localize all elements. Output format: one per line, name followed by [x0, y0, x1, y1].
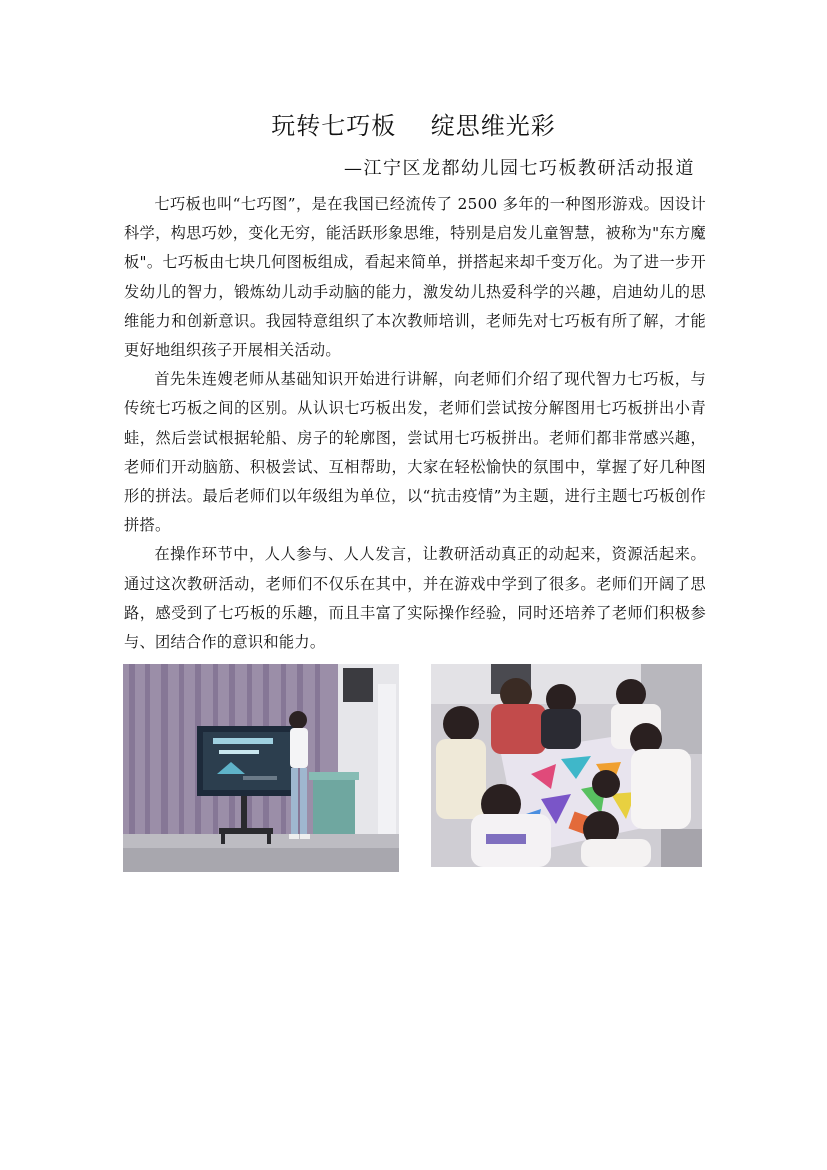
paragraph-1: 七巧板也叫“七巧图”，是在我国已经流传了 2500 多年的一种图形游戏。因设计科学，构思巧妙，变化无穷，能活跃形象思维，特别是启发儿童智慧，被称为"东方魔板"。七巧板由七块几何图板组成，看起来简单，拼搭起来却千变万化。为了进一步开发幼儿的智力，锻炼幼儿动手动脑的能力，激发幼儿热爱科学的兴趣，启迪幼儿的思维能力和创新意识。我园特意组织了本次教师培训，老师先对七巧板有所了解，才能更好地组织孩子开展相关活动。: [124, 195, 706, 360]
photo-teacher-presentation-image: [123, 664, 399, 872]
paragraph-2: 首先朱连嫂老师从基础知识开始进行讲解，向老师们介绍了现代智力七巧板，与传统七巧板之间的区别。从认识七巧板出发，老师们尝试按分解图用七巧板拼出小青蛙，然后尝试根据轮船、房子的轮廓图，尝试用七巧板拼出。老师们都非常感兴趣，老师们开动脑筋、积极尝试、互相帮助，大家在轻松愉快的氛围中，掌握了好几种图形的拼法。最后老师们以年级组为单位，以“抗击疫情”为主题，进行主题七巧板创作拼搭。: [124, 370, 706, 535]
paragraph-3: 在操作环节中，人人参与、人人发言，让教研活动真正的动起来，资源活起来。通过这次教研活动，老师们不仅乐在其中，并在游戏中学到了很多。老师们开阔了思路，感受到了七巧板的乐趣，而且丰富了实际操作经验，同时还培养了老师们积极参与、团结合作的意识和能力。: [124, 545, 706, 652]
page-subtitle: —江宁区龙都幼儿园七巧板教研活动报道: [344, 158, 695, 179]
photo-teacher-presentation: [123, 664, 399, 872]
article-body: [124, 190, 706, 657]
photo-teachers-tangram-group-image: [431, 664, 702, 867]
page-title: 玩转七巧板 绽思维光彩: [271, 112, 556, 140]
photo-teachers-tangram-group: [431, 664, 702, 867]
